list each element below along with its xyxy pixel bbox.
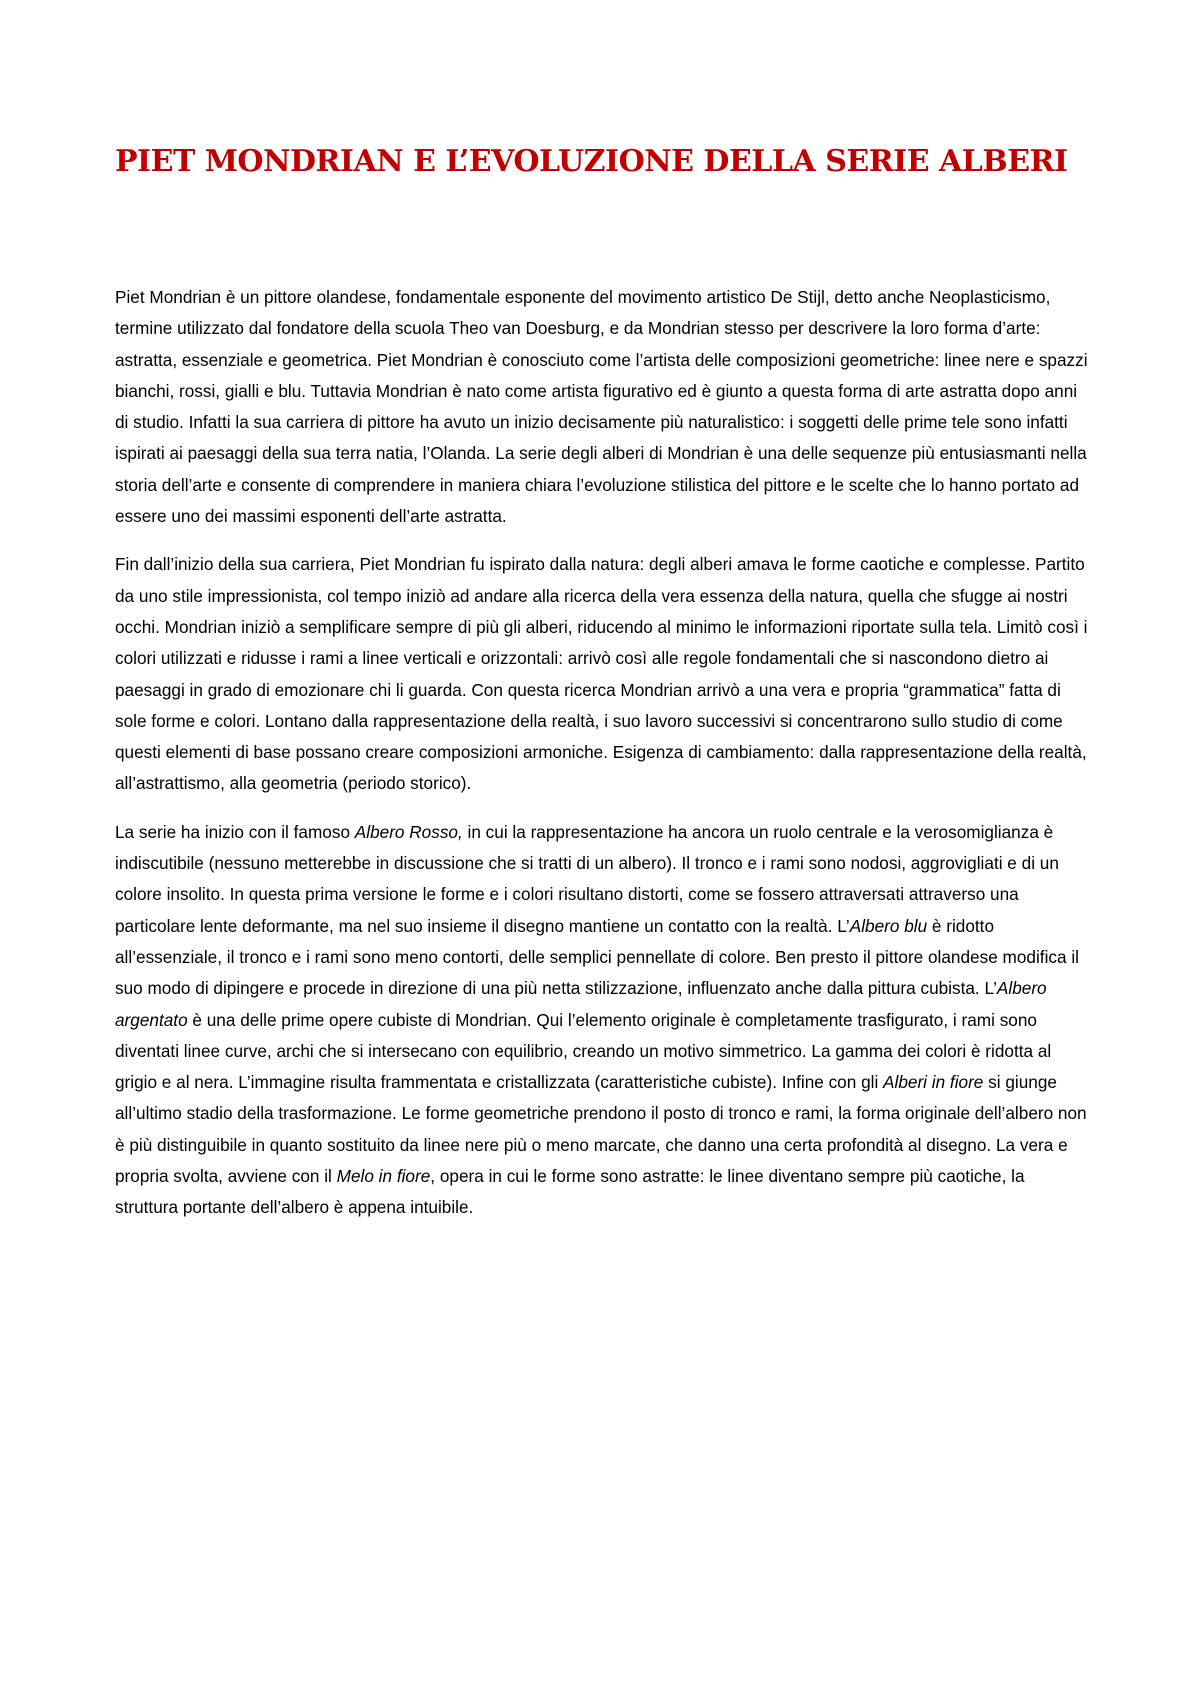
document-body (115, 282, 1090, 1241)
artwork-title-melo-in-fiore: Melo in fiore (336, 1166, 431, 1187)
text-run: si giunge all’ultimo stadio della trasformazione. Le forme geometriche prendono il posto di tronco e rami, la forma originale dell’albero non è più distinguibile in quanto sostituito da linee nere più o meno marcate, che danno una certa profondità al disegno. La vera e propria svolta, avviene con il (115, 1072, 1087, 1187)
text-run: è ridotto all’essenziale, il tronco e i rami sono meno contorti, delle semplici pennellate di colore. Ben presto il pittore olandese modifica il suo modo di dipingere e procede in direzione di una più netta stilizzazione, influenzato anche dalla pittura cubista. L’ (115, 915, 1079, 999)
text-run: , opera in cui le forme sono astratte: le linee diventano sempre più caotiche, la struttura portante dell’albero è appena intuibile. (115, 1166, 1025, 1218)
text-run: in cui la rappresentazione ha ancora un ruolo centrale e la verosomiglianza è indiscutibile (nessuno metterebbe in discussione che si tratti di un albero). Il tronco e i rami sono nodosi, aggrovigliati e di un colore insolito. In questa prima versione le forme e i colori risultano distorti, come se fossero attraversati attraverso una particolare lente deformante, ma nel suo insieme il disegno mantiene un contatto con la realtà. L’ (115, 821, 1059, 936)
artwork-title-alberi-in-fiore: Alberi in fiore (883, 1072, 984, 1093)
paragraph-2: Fin dall’inizio della sua carriera, Piet Mondrian fu ispirato dalla natura: degli alberi amava le forme caotiche e complesse. Partito da uno stile impressionista, col tempo iniziò ad andare alla ricerca della vera essenza della natura, quella che sfugge ai nostri occhi. Mondrian iniziò a semplificare sempre di più gli alberi, riducendo al minimo le informazioni riportate sulla tela. Limitò così i colori utilizzati e ridusse i rami a linee verticali e orizzontali: arrivò così alle regole fondamentali che si nascondono dietro ai paesaggi in grado di emozionare chi li guarda. Con questa ricerca Mondrian arrivò a una vera e propria “grammatica” fatta di sole forme e colori. Lontano dalla rappresentazione della realtà, i suo lavoro successivi si concentrarono sullo studio di come questi elementi di base possano creare composizioni armoniche. Esigenza di cambiamento: dalla rappresentazione della realtà, all’astrattismo, alla geometria (periodo storico). (115, 554, 1088, 794)
artwork-title-albero-blu: Albero blu (849, 915, 928, 936)
artwork-title-albero-rosso: Albero Rosso, (354, 821, 463, 842)
paragraph-1: Piet Mondrian è un pittore olandese, fondamentale esponente del movimento artistico De Stijl, detto anche Neoplasticismo, termine utilizzato dal fondatore della scuola Theo van Doesburg, e da Mondrian stesso per descrivere la loro forma d’arte: astratta, essenziale e geometrica. Piet Mondrian è conosciuto come l’artista delle composizioni geometriche: linee nere e spazzi bianchi, rossi, gialli e blu. Tuttavia Mondrian è nato come artista figurativo ed è giunto a questa forma di arte astratta dopo anni di studio. Infatti la sua carriera di pittore ha avuto un inizio decisamente più naturalistico: i soggetti delle prime tele sono infatti ispirati ai paesaggi della sua terra natia, l’Olanda. La serie degli alberi di Mondrian è una delle sequenze più entusiasmanti nella storia dell’arte e consente di comprendere in maniera chiara l’evoluzione stilistica del pittore e le scelte che lo hanno portato ad essere uno dei massimi esponenti dell’arte astratta. (115, 287, 1088, 527)
text-run: La serie ha inizio con il famoso (115, 821, 355, 842)
paragraph-3 (115, 817, 1090, 1224)
text-run: è una delle prime opere cubiste di Mondrian. Qui l’elemento originale è completamente trasfigurato, i rami sono diventati linee curve, archi che si intersecano con equilibrio, creando un motivo simmetrico. La gamma dei colori è ridotta al grigio e al nera. L’immagine risulta frammentata e cristallizzata (caratteristiche cubiste). Infine con gli (115, 1009, 1052, 1093)
document-title: PIET MONDRIAN E L’EVOLUZIONE DELLA SERIE ALBERI (115, 144, 1068, 179)
artwork-title-albero-argentato: Albero argentato (115, 978, 1047, 1030)
